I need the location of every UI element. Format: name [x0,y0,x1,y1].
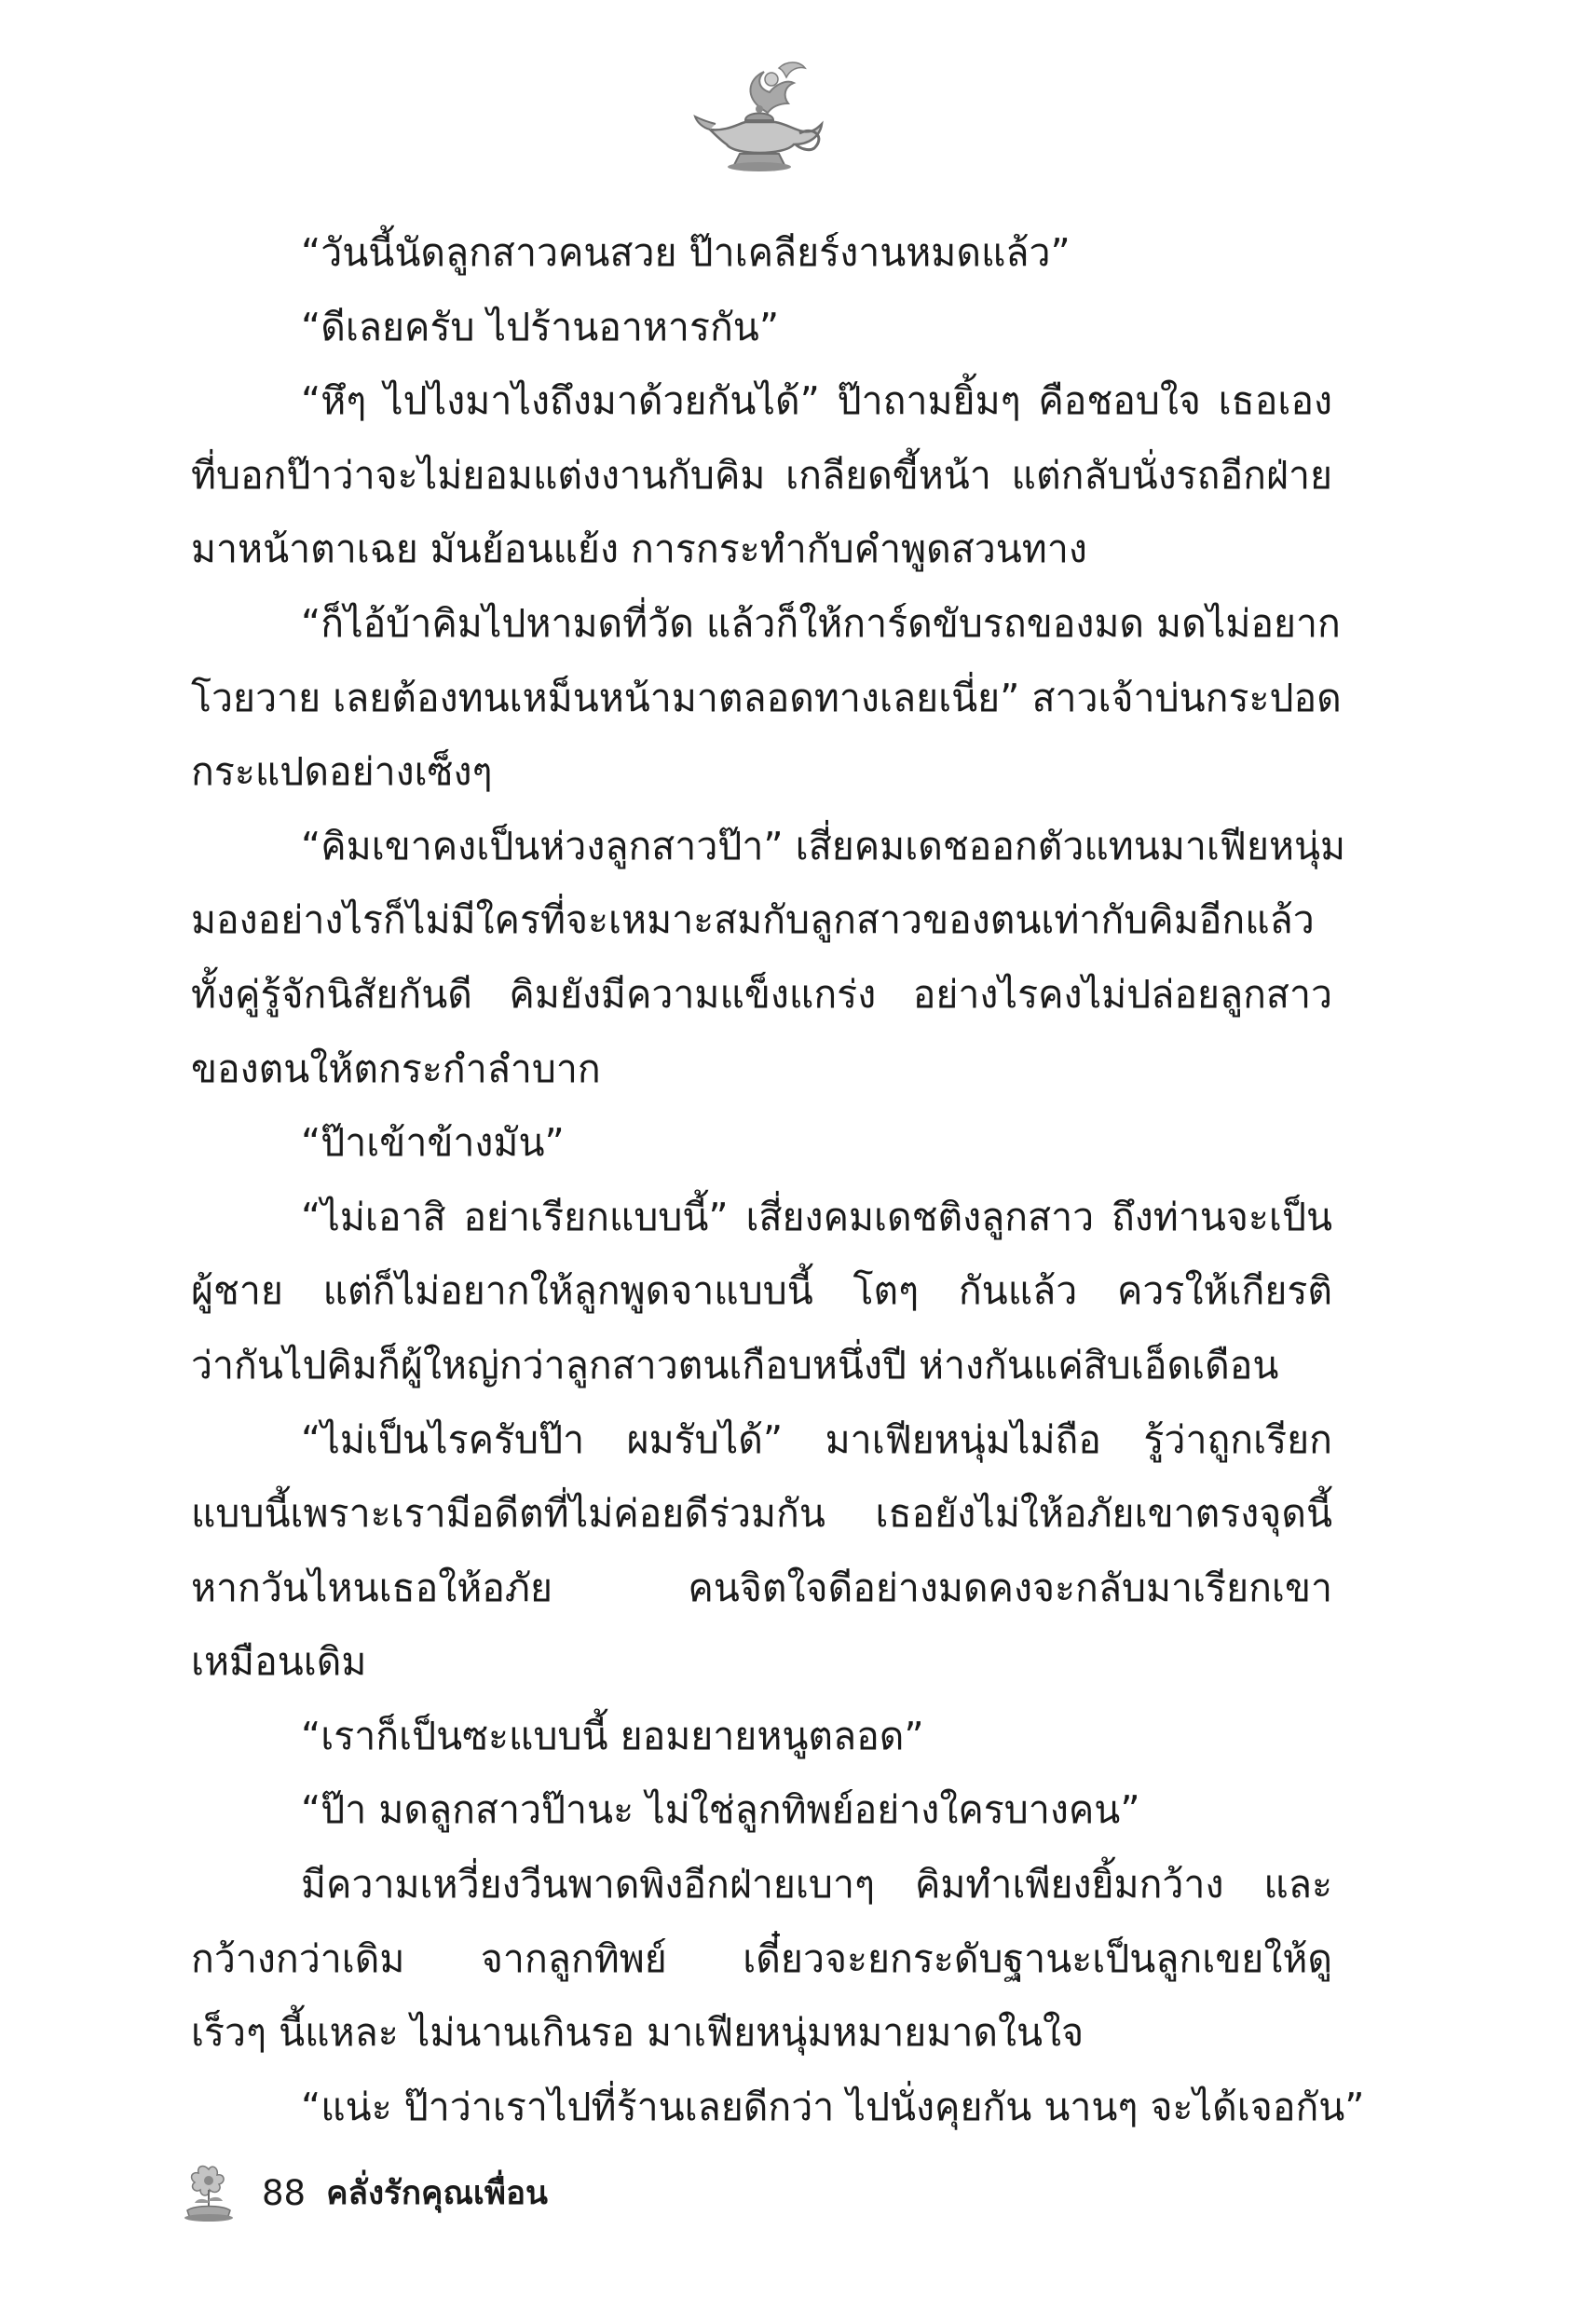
text-line: “เราก็เป็นซะแบบนี้ ยอมยายหนูตลอด” [301,1713,924,1758]
text-line: “ดีเลยครับ ไปร้านอาหารกัน” [301,304,780,349]
text-line: ของตนให้ตกระกำลำบาก [191,1046,601,1091]
magic-lamp-with-genie-icon [689,51,829,182]
book-title: คลั่งรักคุณเพื่อน [326,2174,548,2212]
text-line: กระแปดอย่างเซ็งๆ [191,749,493,795]
text-line: “คิมเขาคงเป็นห่วงลูกสาวป๊า” เสี่ยคมเดชออกตัวแทนมาเฟียหนุ่ม [301,823,1346,868]
text-line: โวยวาย เลยต้องทนเหม็นหน้ามาตลอดทางเลยเนี่ย” สาวเจ้าบ่นกระปอด [191,675,1342,720]
text-line: “หึๆ ไปไงมาไงถึงมาด้วยกันได้” ป๊าถามยิ้มๆ คือชอบใจ เธอเอง [301,378,1332,424]
text-line: ทั้งคู่รู้จักนิสัยกันดี คิมยังมีความแข็งแกร่ง อย่างไรคงไม่ปล่อยลูกสาว [191,971,1332,1017]
text-line: “วันนี้นัดลูกสาวคนสวย ป๊าเคลียร์งานหมดแล้ว” [301,230,1071,275]
text-line: มีความเหวี่ยงวีนพาดพิงอีกฝ่ายเบาๆ คิมทำเพียงยิ้มกว้าง และ [301,1862,1332,1908]
text-line: “ป๊าเข้าข้างมัน” [301,1120,565,1166]
body-text [191,216,1365,2144]
text-line: ผู้ชาย แต่ก็ไม่อยากให้ลูกพูดจาแบบนี้ โตๆ กันแล้ว ควรให้เกียรติ [191,1268,1332,1314]
text-line: กว้างกว่าเดิม จากลูกทิพย์ เดี๋ยวจะยกระดับฐานะเป็นลูกเขยให้ดู [191,1935,1332,1981]
text-line: “ป๊า มดลูกสาวป๊านะ ไม่ใช่ลูกทิพย์อย่างใครบางคน” [301,1787,1140,1833]
text-line: มาหน้าตาเฉย มันย้อนแย้ง การกระทำกับคำพูดสวนทาง [191,526,1087,572]
text-line: หากวันไหนเธอให้อภัย คนจิตใจดีอย่างมดคงจะกลับมาเรียกเขา [191,1565,1332,1610]
text-line: ที่บอกป๊าว่าจะไม่ยอมแต่งงานกับคิม เกลียดขี้หน้า แต่กลับนั่งรถอีกฝ่าย [191,452,1332,498]
page-number: 88 [262,2172,307,2213]
text-line: เหมือนเดิม [191,1639,367,1685]
page-footer [182,2160,548,2225]
text-line: “ก็ไอ้บ้าคิมไปหามดที่วัด แล้วก็ให้การ์ดขับรถของมด มดไม่อยาก [301,600,1341,646]
text-line: “ไม่เป็นไรครับป๊า ผมรับได้” มาเฟียหนุ่มไม่ถือ รู้ว่าถูกเรียก [301,1416,1332,1462]
text-line: แบบนี้เพราะเรามีอดีตที่ไม่ค่อยดีร่วมกัน เธอยังไม่ให้อภัยเขาตรงจุดนี้ [191,1491,1332,1537]
text-line: ว่ากันไปคิมก็ผู้ใหญ่กว่าลูกสาวตนเกือบหนึ่งปี ห่างกันแค่สิบเอ็ดเดือน [191,1342,1279,1388]
flower-pot-icon [182,2162,236,2223]
text-line: เร็วๆ นี้แหละ ไม่นานเกินรอ มาเฟียหนุ่มหมายมาดในใจ [191,2010,1084,2056]
text-line: “แน่ะ ป๊าว่าเราไปที่ร้านเลยดีกว่า ไปนั่งคุยกัน นานๆ จะได้เจอกัน” [301,2084,1365,2129]
text-line: “ไม่เอาสิ อย่าเรียกแบบนี้” เสี่ยงคมเดชติงลูกสาว ถึงท่านจะเป็น [301,1194,1332,1239]
text-line: มองอย่างไรก็ไม่มีใครที่จะเหมาะสมกับลูกสาวของตนเท่ากับคิมอีกแล้ว [191,897,1315,943]
